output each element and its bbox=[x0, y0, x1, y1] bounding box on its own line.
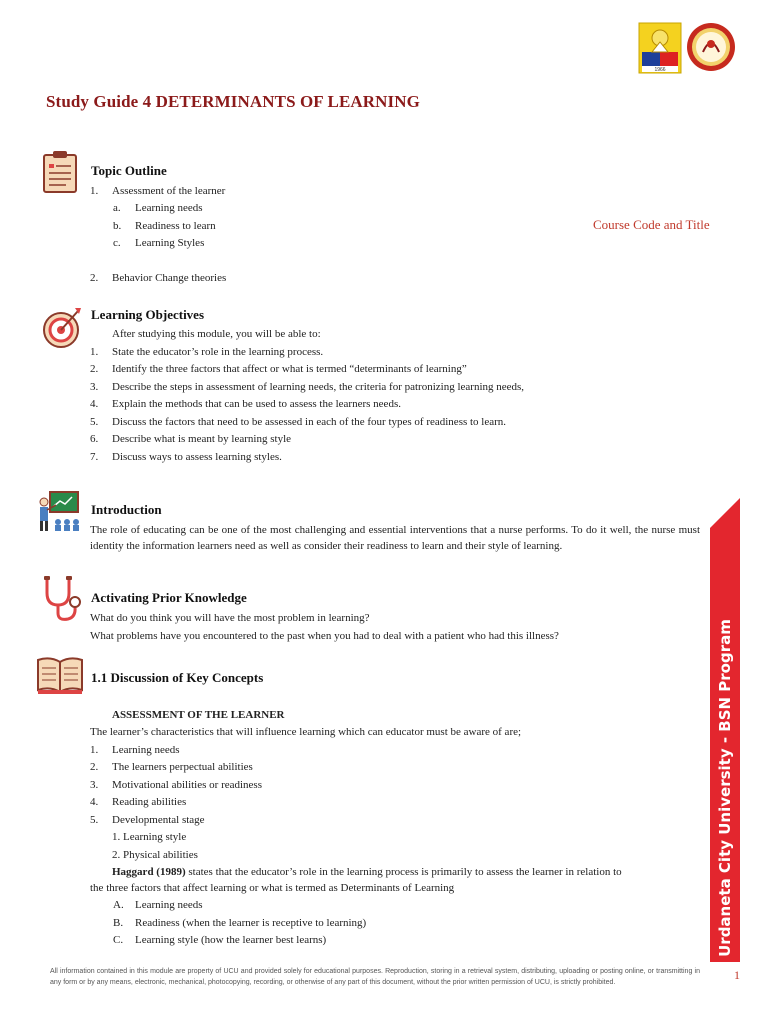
outline-marker: 2. bbox=[90, 272, 99, 284]
learning-objectives-heading: Learning Objectives bbox=[91, 307, 205, 322]
course-code-title: Course Code and Title bbox=[593, 217, 710, 232]
outline-item: Readiness to learn bbox=[135, 220, 216, 232]
introduction-text: The role of educating can be one of the most challenging and essential interventions that a nurse performs. To do it well, the nurse must identity the information learners need as well as consider their readiness to learn and their style of learning. bbox=[90, 524, 700, 552]
page-number: 1 bbox=[734, 968, 740, 982]
assessment-subheading: ASSESSMENT OF THE LEARNER bbox=[112, 709, 285, 721]
stethoscope-icon bbox=[42, 575, 82, 623]
determinant-item: Learning style (how the learner best learns) bbox=[135, 934, 327, 946]
prior-knowledge-question-1: What do you think you will have the most problem in learning? bbox=[90, 612, 370, 624]
determinant-item: Readiness (when the learner is receptive to learning) bbox=[135, 917, 367, 929]
ched-logo bbox=[638, 22, 682, 74]
objective-item: Describe what is meant by learning style bbox=[112, 433, 292, 445]
outline-marker: 1. bbox=[90, 185, 99, 197]
objective-marker: 6. bbox=[90, 433, 99, 445]
outline-marker: a. bbox=[113, 202, 121, 214]
outline-item: Learning needs bbox=[135, 202, 203, 214]
outline-item: Learning Styles bbox=[135, 237, 205, 249]
characteristic-item: Developmental stage bbox=[112, 814, 205, 826]
outline-item: Assessment of the learner bbox=[112, 185, 226, 197]
characteristic-marker: 3. bbox=[90, 779, 99, 791]
outline-marker: b. bbox=[113, 220, 122, 232]
determinant-marker: B. bbox=[113, 917, 124, 929]
haggard-paragraph-line-1 bbox=[112, 865, 622, 879]
logo-year: 1966 bbox=[654, 67, 666, 73]
side-band-text: Urdaneta City University - BSN Program bbox=[716, 619, 734, 957]
characteristic-marker: 1. bbox=[90, 744, 99, 756]
characteristic-item: Reading abilities bbox=[112, 796, 187, 808]
characteristic-item: Learning needs bbox=[112, 744, 180, 756]
ucu-seal-logo bbox=[686, 22, 736, 72]
characteristic-item: The learners perpectual abilities bbox=[112, 761, 253, 773]
copyright-footer: All information contained in this module are property of UCU and provided solely for educational purposes. Reproduction, storing in a retrieval system, distributing, uploading or posting online, or transmitting in any form or by any means, electronic, mechanical, photocopying, recording, or otherwise of any part of this document, without the prior written permission of UCU, is strictly prohibited. bbox=[50, 968, 700, 986]
objective-item: Explain the methods that can be used to assess the learners needs. bbox=[112, 398, 401, 410]
haggard-statement: states that the educator’s role in the learning process is primarily to assess the learner in relation to bbox=[185, 866, 622, 878]
document-title: Study Guide 4 DETERMINANTS OF LEARNING bbox=[46, 92, 420, 111]
haggard-citation: Haggard (1989) bbox=[112, 866, 186, 878]
objective-item: State the educator’s role in the learning process. bbox=[112, 346, 324, 358]
objective-marker: 7. bbox=[90, 451, 99, 463]
introduction-heading: Introduction bbox=[91, 502, 162, 517]
objective-item: Describe the steps in assessment of learning needs, the criteria for patronizing learning needs, bbox=[112, 381, 525, 393]
side-band-cap bbox=[710, 498, 740, 528]
clipboard-icon bbox=[42, 150, 78, 194]
objective-marker: 3. bbox=[90, 381, 99, 393]
topic-outline-heading: Topic Outline bbox=[91, 163, 167, 178]
objective-item: Discuss ways to assess learning styles. bbox=[112, 451, 282, 463]
objectives-intro: After studying this module, you will be able to: bbox=[112, 328, 321, 340]
teacher-board-icon bbox=[36, 490, 80, 532]
objective-marker: 4. bbox=[90, 398, 99, 410]
determinant-item: Learning needs bbox=[135, 899, 203, 911]
haggard-paragraph-line-2: the three factors that affect learning or what is termed as Determinants of Learning bbox=[90, 882, 455, 894]
open-book-icon bbox=[36, 656, 84, 696]
characteristic-marker: 5. bbox=[90, 814, 99, 826]
discussion-heading: 1.1 Discussion of Key Concepts bbox=[91, 670, 264, 685]
characteristic-item: Motivational abilities or readiness bbox=[112, 779, 262, 791]
developmental-sub-item: 2. Physical abilities bbox=[112, 849, 198, 861]
objective-marker: 1. bbox=[90, 346, 99, 358]
determinant-marker: C. bbox=[113, 934, 124, 946]
determinant-marker: A. bbox=[113, 899, 124, 911]
target-icon bbox=[42, 306, 82, 350]
developmental-sub-item: 1. Learning style bbox=[112, 831, 187, 843]
outline-marker: c. bbox=[113, 237, 121, 249]
discussion-intro: The learner’s characteristics that will influence learning which can educator must be aware of are; bbox=[90, 726, 522, 738]
objective-marker: 2. bbox=[90, 363, 99, 375]
characteristic-marker: 4. bbox=[90, 796, 99, 808]
objective-item: Identify the three factors that affect or what is termed “determinants of learning” bbox=[112, 363, 467, 375]
objective-item: Discuss the factors that need to be assessed in each of the four types of readiness to learn. bbox=[112, 416, 507, 428]
characteristic-marker: 2. bbox=[90, 761, 99, 773]
prior-knowledge-question-2: What problems have you encountered to the past when you had to deal with a patient who had this illness? bbox=[90, 630, 559, 642]
outline-item: Behavior Change theories bbox=[112, 272, 227, 284]
prior-knowledge-heading: Activating Prior Knowledge bbox=[91, 590, 247, 605]
objective-marker: 5. bbox=[90, 416, 99, 428]
